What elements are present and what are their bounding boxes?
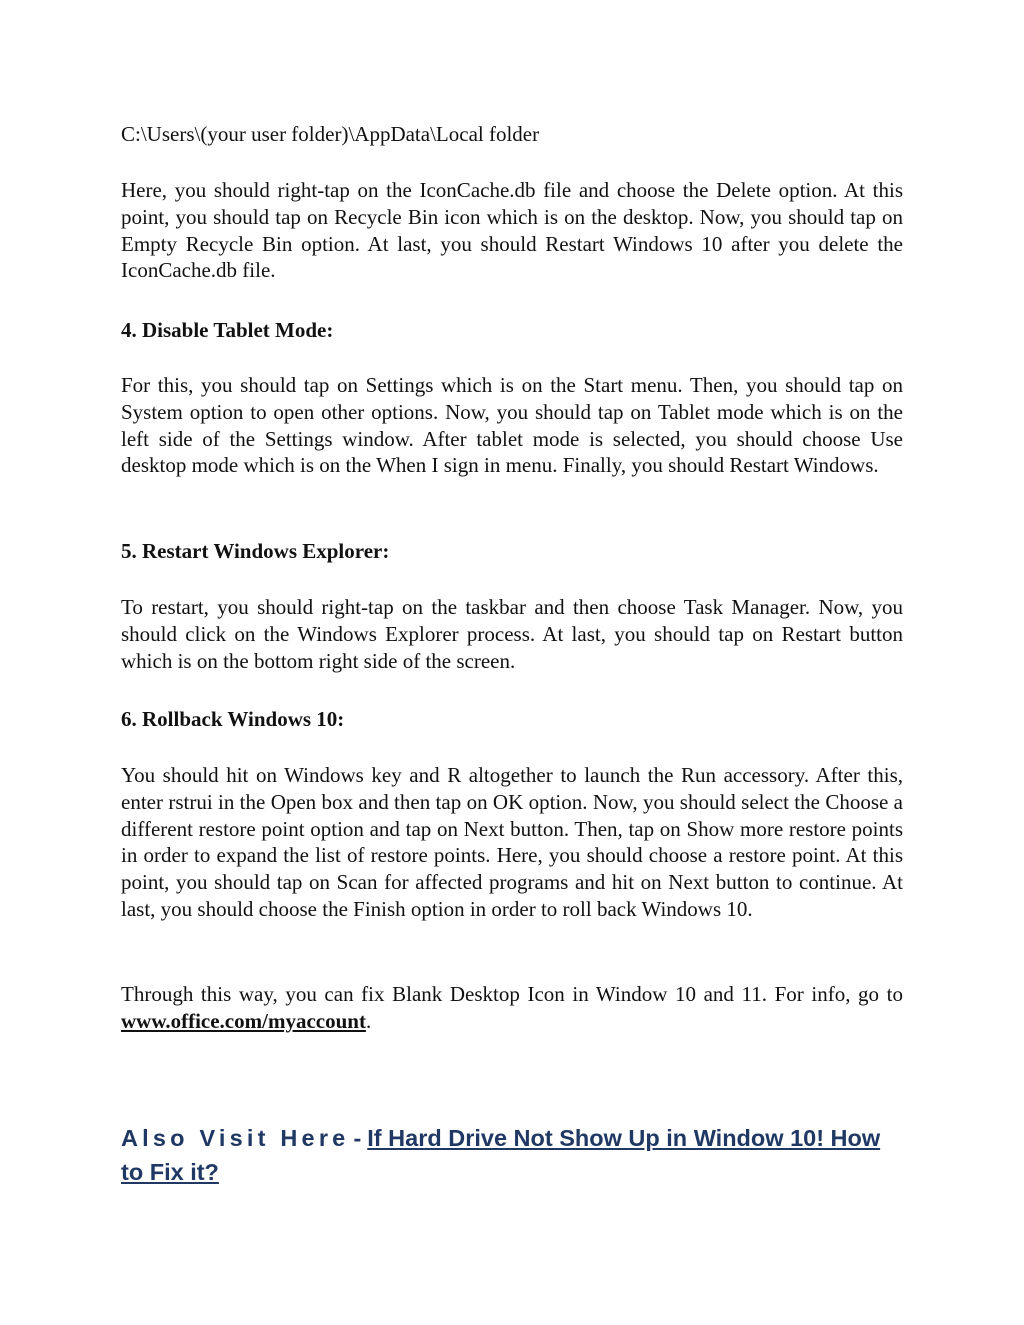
heading-disable-tablet-mode: 4. Disable Tablet Mode: xyxy=(121,318,334,342)
heading-rollback-windows: 6. Rollback Windows 10: xyxy=(121,707,345,731)
paragraph-tablet-mode: For this, you should tap on Settings which is on the Start menu. Then, you should tap on System option to open other options. Now, you should tap on Tablet mode which is on the left side of the Settings window. After tablet mode is selected, you should choose Use desktop mode which is on the When I sign in menu. Finally, you should Restart Windows. xyxy=(121,373,903,478)
heading-restart-explorer: 5. Restart Windows Explorer: xyxy=(121,539,390,563)
closing-period: . xyxy=(365,1008,372,1033)
also-visit-section xyxy=(121,1121,903,1189)
also-visit-separator: - xyxy=(353,1125,362,1151)
closing-text: Through this way, you can fix Blank Desktop Icon in Window 10 and 11. For info, go to xyxy=(121,982,903,1006)
file-path-line: C:\Users\(your user folder)\AppData\Local folder xyxy=(121,122,540,146)
paragraph-closing xyxy=(121,981,903,1035)
office-account-link[interactable]: www.office.com/myaccount xyxy=(121,1008,366,1033)
paragraph-delete-iconcache: Here, you should right-tap on the IconCache.db file and choose the Delete option. At this point, you should tap on Recycle Bin icon which is on the desktop. Now, you should tap on Empty Recycle Bin option. At last, you should Restart Windows 10 after you delete the IconCache.db file. xyxy=(121,178,903,283)
paragraph-restart-explorer: To restart, you should right-tap on the taskbar and then choose Task Manager. Now, you should click on the Windows Explorer process. At last, you should tap on Restart button which is on the bottom right side of the screen. xyxy=(121,595,903,673)
hard-drive-article-link[interactable]: If Hard Drive Not Show Up in Window 10! How to Fix it? xyxy=(121,1125,881,1185)
paragraph-rollback: You should hit on Windows key and R altogether to launch the Run accessory. After this, enter rstrui in the Open box and then tap on OK option. Now, you should select the Choose a different restore point option and tap on Next button. Then, tap on Show more restore points in order to expand the list of restore points. Here, you should choose a restore point. At this point, you should tap on Scan for affected programs and hit on Next button to continue. At last, you should choose the Finish option in order to roll back Windows 10. xyxy=(121,763,903,921)
also-visit-label: Also Visit Here xyxy=(121,1125,350,1151)
